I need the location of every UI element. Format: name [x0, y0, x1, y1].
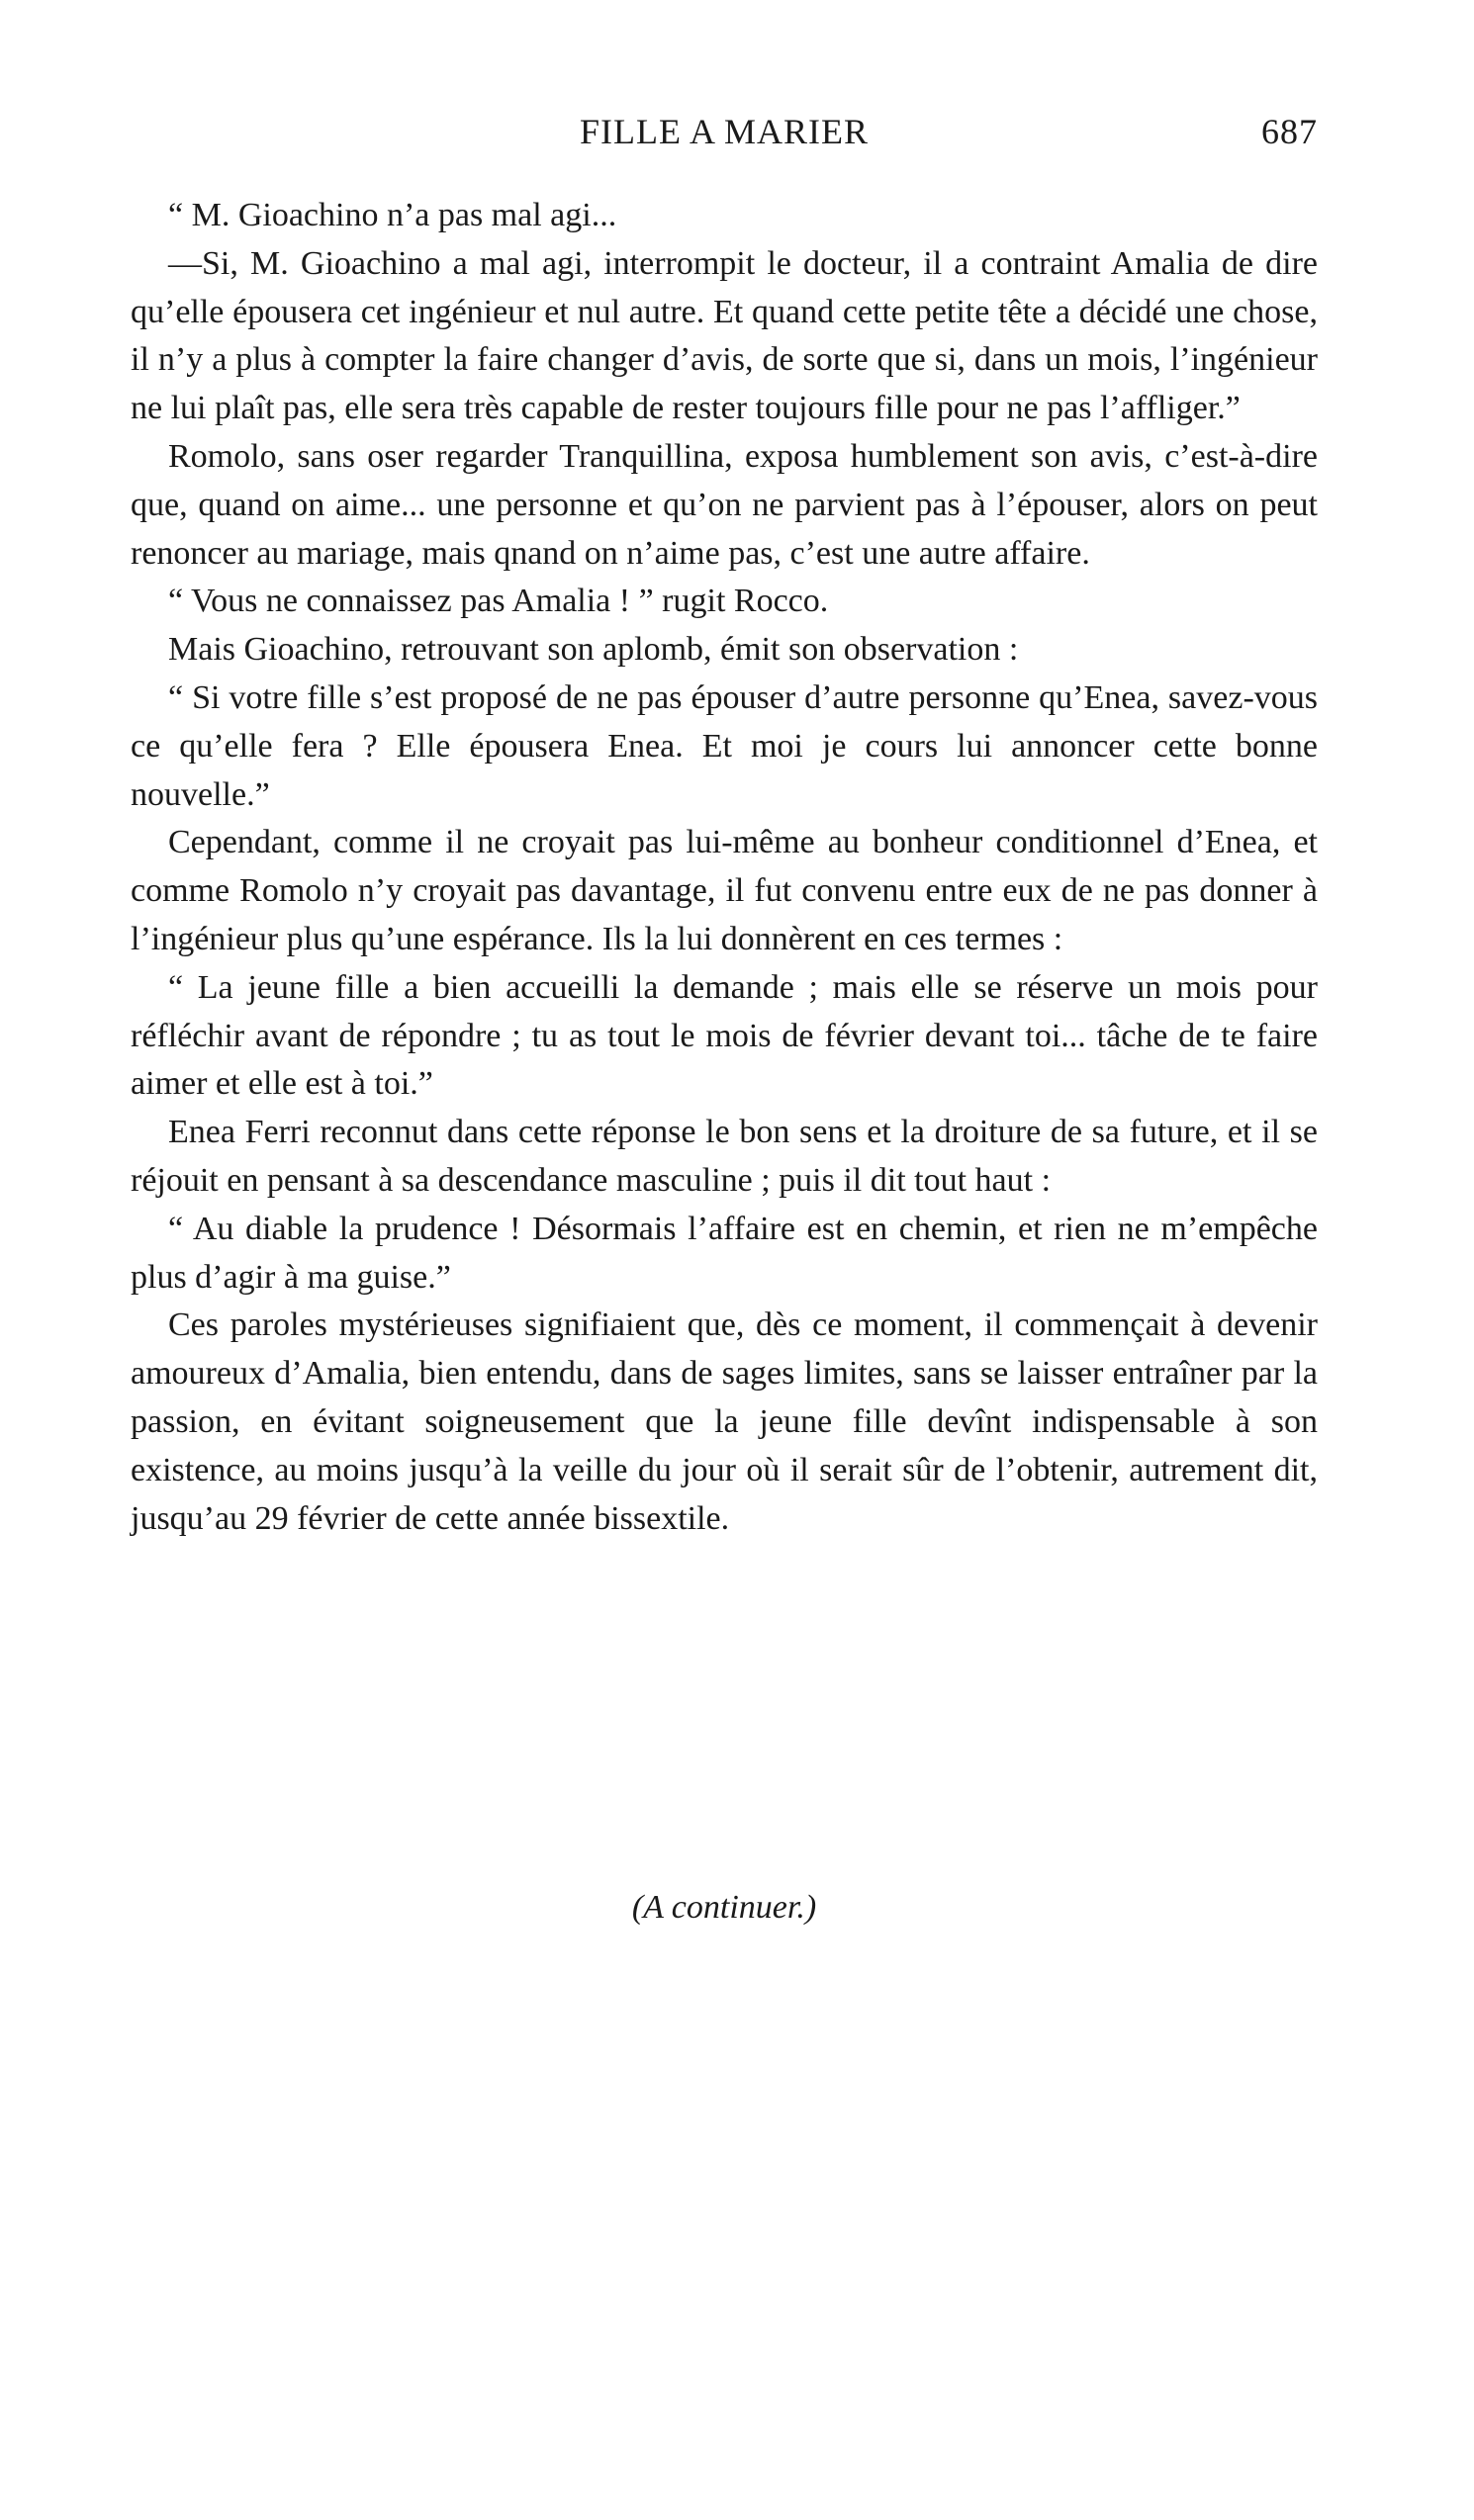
paragraph: “ Si votre fille s’est proposé de ne pas épouser d’autre personne qu’Enea, savez-vous ce qu’elle fera ? Elle épousera Enea. Et moi je cours lui annoncer cette bonne nouvelle.” [131, 678, 1318, 813]
paragraph: Mais Gioachino, retrouvant son aplomb, émit son observation : [168, 631, 1019, 669]
paragraph: “ Au diable la prudence ! Désormais l’affaire est en chemin, et rien ne m’empêche plus d’agir à ma guise.” [131, 1210, 1318, 1296]
paragraph: Romolo, sans oser regarder Tranquillina, exposa humblement son avis, c’est-à-dire que, quand on aime... une personne et qu’on ne parvient pas à l’épouser, alors on peut renoncer au mariage, mais qnand on n’aime pas, c’est une autre affaire. [131, 437, 1318, 572]
paragraph: “ Vous ne connaissez pas Amalia ! ” rugit Rocco. [168, 583, 829, 620]
paragraph: Cependant, comme il ne croyait pas lui-même au bonheur conditionnel d’Enea, et comme Romolo n’y croyait pas davantage, il fut convenu entre eux de ne pas donner à l’ingénieur plus qu’une espérance. Ils la lui donnèrent en ces termes : [131, 824, 1318, 957]
paragraph: —Si, M. Gioachino a mal agi, interrompit le docteur, il a contraint Amalia de dire qu’elle épousera cet ingénieur et nul autre. Et quand cette petite tête a décidé une chose, il n’y a plus à compter la faire changer d’avis, de sorte que si, dans un mois, l’ingénieur ne lui plaît pas, elle sera très capable de rester toujours fille pour ne pas l’affliger.” [131, 244, 1318, 427]
body-text [131, 192, 1318, 1543]
continuation-note: (A continuer.) [631, 1889, 817, 1926]
paragraph: Ces paroles mystérieuses signifiaient que, dès ce moment, il commençait à devenir amoureux d’Amalia, bien entendu, dans de sages limites, sans se laisser entraîner par la passion, en évitant soigneusement que la jeune fille devînt indispensable à son existence, au moins jusqu’à la veille du jour où il serait sûr de l’obtenir, autrement dit, jusqu’au 29 février de cette année bissextile. [131, 1306, 1318, 1537]
paragraph: Enea Ferri reconnut dans cette réponse le bon sens et la droiture de sa future, et il se réjouit en pensant à sa descendance masculine ; puis il dit tout haut : [131, 1114, 1318, 1199]
page-number: 687 [1261, 112, 1318, 151]
running-title: FILLE A MARIER [579, 112, 869, 151]
paragraph: “ M. Gioachino n’a pas mal agi... [168, 197, 617, 233]
paragraph: “ La jeune fille a bien accueilli la demande ; mais elle se réserve un mois pour réfléchir avant de répondre ; tu as tout le mois de février devant toi... tâche de te faire aimer et elle est à toi.” [131, 968, 1318, 1103]
running-head [131, 111, 1318, 160]
